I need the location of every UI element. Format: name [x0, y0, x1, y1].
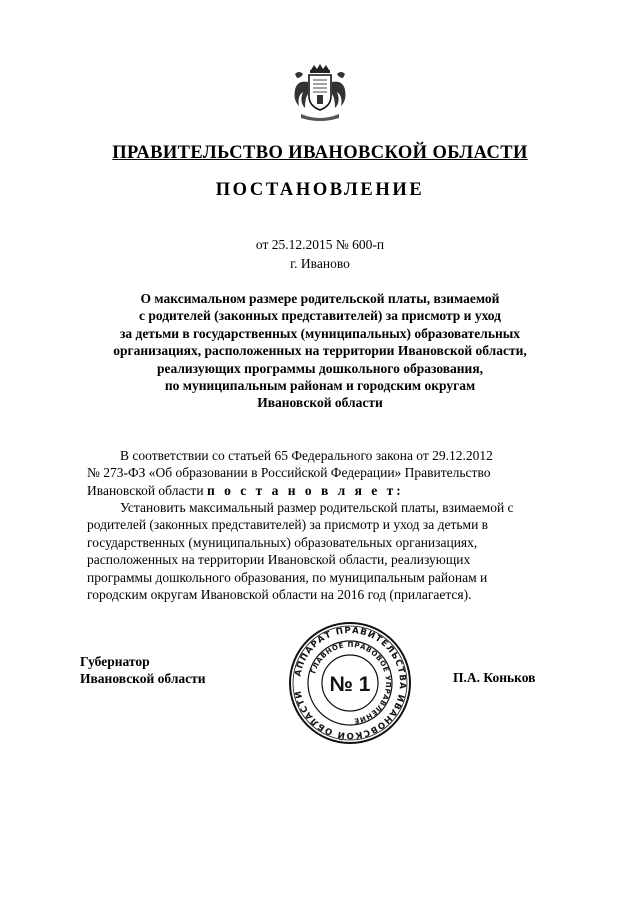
- resolution-line: Установить максимальный размер родительской платы, взимаемой с: [120, 500, 514, 515]
- resolves-word: п о с т а н о в л я е т:: [206, 482, 404, 498]
- preamble-line-text: В соответствии со статьей 65 Федерального закона от 29.12.2012: [120, 448, 493, 463]
- heading-line: по муниципальным районам и городским округам: [164, 378, 476, 394]
- heading-line: за детьми в государственных (муниципальных) образовательных: [119, 325, 521, 341]
- seal-number: № 1: [329, 673, 371, 696]
- heading-line: организациях, расположенных на территории Ивановской области,: [113, 343, 527, 359]
- preamble-prefix: Ивановской области: [87, 482, 207, 498]
- heading-line: реализующих программы дошкольного образования,: [156, 360, 484, 376]
- preamble-line: [87, 482, 571, 499]
- seal-inner-text: ГЛАВНОЕ ПРАВОВОЕ УПРАВЛЕНИЕ: [309, 640, 393, 725]
- resolution-paragraph: [87, 499, 571, 603]
- resolution-line: расположенных на территории Ивановской области, реализующих: [87, 552, 471, 568]
- preamble-line: [87, 447, 571, 464]
- resolution-line: родителей (законных представителей) за присмотр и уход за детьми в: [87, 517, 489, 533]
- signatory-title-line: Губернатор: [80, 654, 150, 669]
- document-heading: [70, 290, 570, 412]
- seal-ring-text: АППАРАТ ПРАВИТЕЛЬСТВА ИВАНОВСКОЙ ОБЛАСТИ: [293, 625, 408, 741]
- heading-line: О максимальном размере родительской платы, взимаемой: [140, 291, 500, 306]
- document-city: г. Иваново: [290, 256, 350, 271]
- coat-of-arms-icon: [289, 62, 351, 124]
- heading-line: Ивановской области: [257, 395, 383, 411]
- resolution-line: городским округам Ивановской области на 2016 год (прилагается).: [87, 587, 472, 603]
- resolution-line: государственных (муниципальных) образовательных организациях,: [87, 534, 478, 550]
- official-seal-icon: [287, 620, 413, 746]
- preamble-paragraph: [87, 447, 571, 499]
- government-title: ПРАВИТЕЛЬСТВО ИВАНОВСКОЙ ОБЛАСТИ: [112, 143, 528, 163]
- signatory-title-line: Ивановской области: [80, 671, 206, 687]
- document-type: ПОСТАНОВЛЕНИЕ: [215, 180, 425, 200]
- resolution-line: программы дошкольного образования, по муниципальным районам и: [87, 569, 488, 585]
- heading-line: с родителей (законных представителей) за присмотр и уход: [138, 308, 501, 324]
- signatory-name: П.А. Коньков: [453, 670, 536, 685]
- document-date-number: от 25.12.2015 № 600-п: [255, 237, 385, 252]
- signatory-title: [80, 653, 206, 688]
- preamble-line: № 273-ФЗ «Об образовании в Российской Федерации» Правительство: [87, 465, 491, 481]
